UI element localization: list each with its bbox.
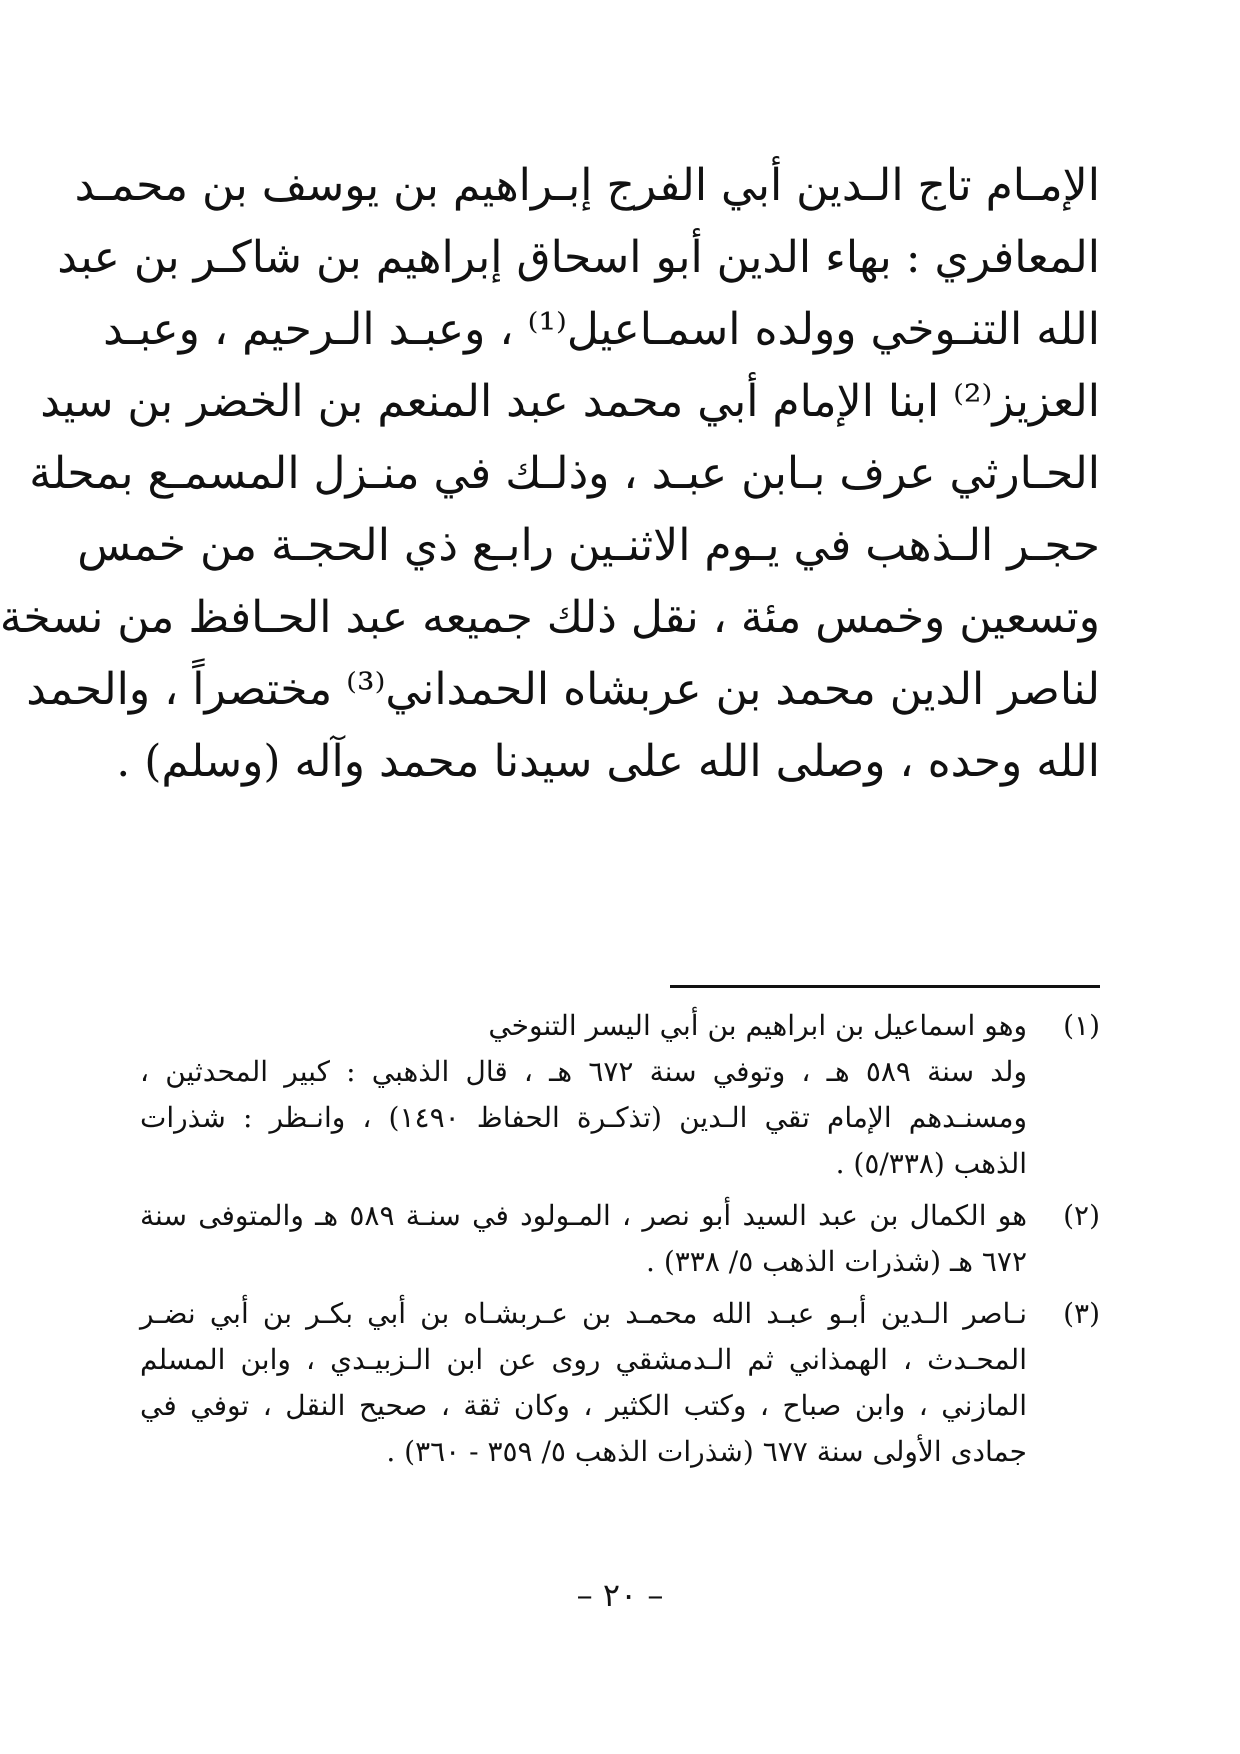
footnote-line: ومسنـدهم الإمام تقي الـدين (تذكـرة الحفاظ ١٤٩٠) ، وانـظر : شذرات xyxy=(140,1101,1028,1134)
main-text-line: حجـر الـذهب في يـوم الاثنـين رابـع ذي الحجـة من خمس xyxy=(77,520,1100,571)
main-text-line: الله التنـوخي وولده اسمـاعيل⁽¹⁾ ، وعبـد الـرحيم ، وعبـد xyxy=(103,304,1100,355)
footnote-line: المازني ، وابن صباح ، وكتب الكثير ، وكان ثقة ، صحيح النقل ، توفي في xyxy=(140,1389,1027,1422)
main-text-line: لناصر الدين محمد بن عربشاه الحمداني⁽³⁾ مختصراً ، والحمد xyxy=(26,664,1100,715)
footnote-line: نـاصر الـدين أبـو عبـد الله محمـد بن عـربشـاه بن أبي بكـر بن أبي نضـر xyxy=(140,1297,1027,1330)
footnote-number: (٢) xyxy=(1063,1199,1100,1232)
footnote-number: (١) xyxy=(1063,1009,1100,1042)
main-text-line: الله وحده ، وصلى الله على سيدنا محمد وآله (وسلم) . xyxy=(116,736,1100,787)
footnote-2 xyxy=(140,1193,1100,1285)
footnote-text xyxy=(140,1291,1027,1475)
page-number: – ٢٠ – xyxy=(576,1576,664,1614)
footnote-line: المحـدث ، الهمذاني ثم الـدمشقي روى عن ابن الـزبيـدي ، وابن المسلم xyxy=(140,1343,1027,1376)
footnote-separator xyxy=(670,985,1100,988)
footnote-line: هو الكمال بن عبد السيد أبو نصر ، المـولود في سنـة ٥٨٩ هـ والمتوفى سنة xyxy=(140,1199,1027,1232)
footnote-text xyxy=(140,1003,1027,1187)
footnote-1 xyxy=(140,1003,1100,1187)
footnotes xyxy=(140,1003,1100,1481)
main-text-line: الحـارثي عرف بـابن عبـد ، وذلـك في منـزل المسمـع بمحلة xyxy=(29,448,1100,499)
main-text-line: وتسعين وخمس مئة ، نقل ذلك جميعه عبد الحـافظ من نسخة xyxy=(0,592,1100,643)
footnote-number: (٣) xyxy=(1063,1297,1100,1330)
main-text-line: المعافري : بهاء الدين أبو اسحاق إبراهيم بن شاكـر بن عبد xyxy=(57,232,1100,283)
footnote-line: وهو اسماعيل بن ابراهيم بن أبي اليسر التنوخي xyxy=(488,1009,1027,1042)
main-text xyxy=(0,150,1100,798)
footnote-text xyxy=(140,1193,1027,1285)
footnote-line: ٦٧٢ هـ (شذرات الذهب ٥/ ٣٣٨) . xyxy=(646,1245,1027,1278)
footnote-line: جمادى الأولى سنة ٦٧٧ (شذرات الذهب ٥/ ٣٥٩ - ٣٦٠) . xyxy=(386,1435,1027,1468)
footnote-3 xyxy=(140,1291,1100,1475)
main-text-line: الإمـام تاج الـدين أبي الفرج إبـراهيم بن يوسف بن محمـد xyxy=(74,160,1100,211)
main-text-line: العزيز⁽²⁾ ابنا الإمام أبي محمد عبد المنعم بن الخضر بن سيد xyxy=(40,376,1100,427)
footnote-line: ولد سنة ٥٨٩ هـ ، وتوفي سنة ٦٧٢ هـ ، قال الذهبي : كبير المحدثين ، xyxy=(140,1055,1027,1088)
footnote-line: الذهب (٥/٣٣٨) . xyxy=(835,1147,1027,1180)
